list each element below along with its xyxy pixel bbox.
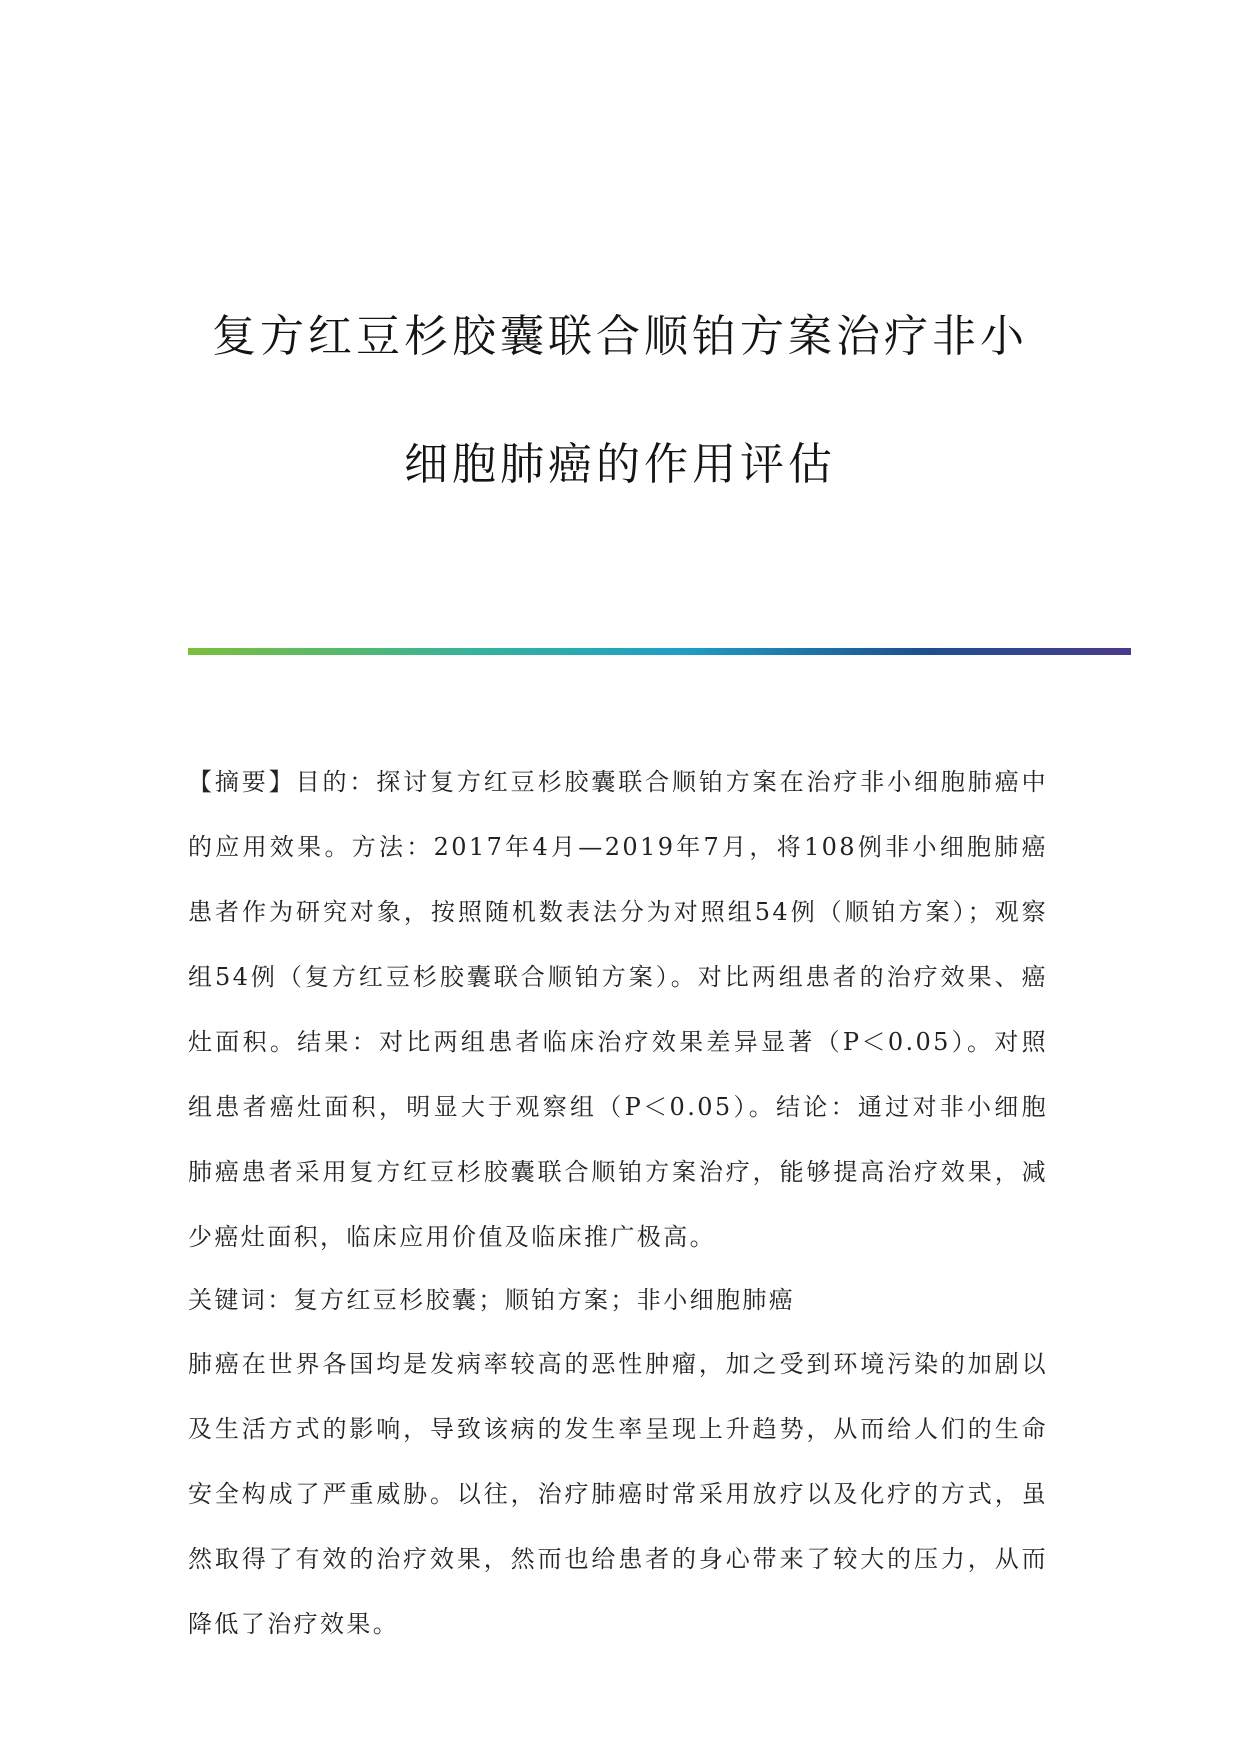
introduction-section: [188, 1332, 1048, 1657]
gradient-divider: [188, 648, 1131, 655]
abstract-label: 【摘要】: [188, 768, 296, 796]
abstract-text: 目的：探讨复方红豆杉胶囊联合顺铂方案在治疗非小细胞肺癌中的应用效果。方法：2017年4月—2019年7月，将108例非小细胞肺癌患者作为研究对象，按照随机数表法分为对照组54例（顺铂方案）；观察组54例（复方红豆杉胶囊联合顺铂方案）。对比两组患者的治疗效果、癌灶面积。结果：对比两组患者临床治疗效果差异显著（P＜0.05）。对照组患者癌灶面积，明显大于观察组（P＜0.05）。结论：通过对非小细胞肺癌患者采用复方红豆杉胶囊联合顺铂方案治疗，能够提高治疗效果，减少癌灶面积，临床应用价值及临床推广极高。: [188, 768, 1048, 1251]
paper-title-line-1: 复方红豆杉胶囊联合顺铂方案治疗非小: [212, 311, 1028, 362]
keywords-text: 复方红豆杉胶囊；顺铂方案；非小细胞肺癌: [293, 1286, 796, 1314]
keywords-section: [188, 1268, 1048, 1333]
keywords-label: 关键词：: [188, 1286, 294, 1314]
abstract-paragraph: [188, 750, 1048, 1270]
introduction-paragraph: 肺癌在世界各国均是发病率较高的恶性肿瘤，加之受到环境污染的加剧以及生活方式的影响，导致该病的发生率呈现上升趋势，从而给人们的生命安全构成了严重威胁。以往，治疗肺癌时常采用放疗以及化疗的方式，虽然取得了有效的治疗效果，然而也给患者的身心带来了较大的压力，从而降低了治疗效果。: [188, 1350, 1048, 1638]
abstract-section: [188, 750, 1048, 1270]
paper-title-line-2: 细胞肺癌的作用评估: [404, 439, 836, 490]
